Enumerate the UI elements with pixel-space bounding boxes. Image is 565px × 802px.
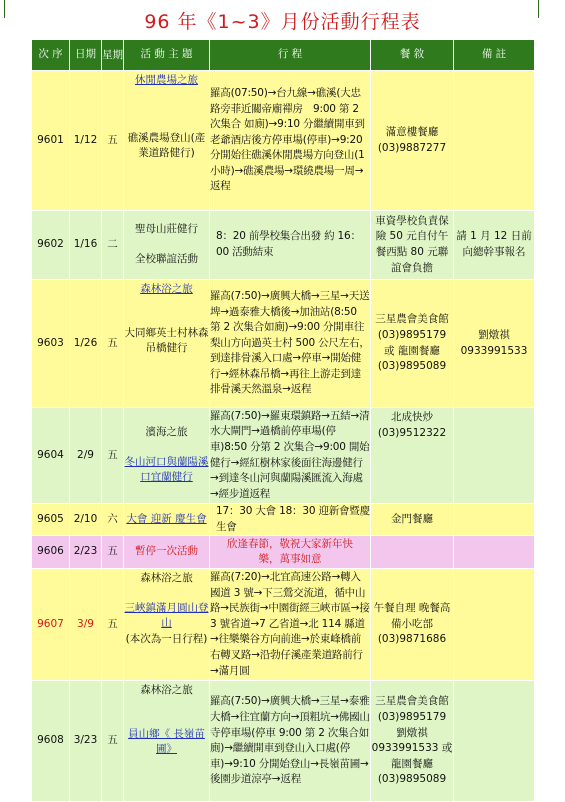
row-seq: 9605 bbox=[32, 504, 70, 536]
row-itinerary: 欣逢春節，敬祝大家新年快樂，萬事如意 bbox=[210, 536, 371, 569]
row-date: 2/10 bbox=[70, 504, 102, 536]
header-row bbox=[32, 40, 535, 71]
row-note bbox=[454, 536, 535, 569]
theme-link[interactable]: 休閒農場之旅 bbox=[135, 74, 198, 86]
row-theme bbox=[124, 408, 210, 504]
row-seq: 9608 bbox=[32, 681, 70, 802]
row-meal: 三星農會美食館 (03)9895179 劉燉祺 0933991533 或 龍園餐廳 (03)9895089 bbox=[371, 681, 454, 802]
header-meal: 餐 敘 bbox=[371, 40, 454, 71]
table-row bbox=[32, 536, 535, 569]
row-date: 1/26 bbox=[70, 280, 102, 408]
row-theme: 暫停一次活動 bbox=[124, 536, 210, 569]
header-note: 備 註 bbox=[454, 40, 535, 71]
row-date: 2/9 bbox=[70, 408, 102, 504]
row-itinerary: 羅高(07:50)→台九線→礁溪(大忠路旁菲近關帝廟禪房 9:00 第 2 次集合 如廁)→9:10 分繼續開車到老爺酒店後方停車場(停車)→9:20 分開始往礁溪休閒農場方向登山(1 小時)→礁溪農場→環繞農場一周→返程 bbox=[210, 71, 371, 211]
row-date: 1/12 bbox=[70, 71, 102, 211]
theme-title: 礁溪農場登山(產業道路健行) bbox=[127, 131, 206, 160]
row-meal: 午餐自理 晚餐高備小吃部 (03)9871686 bbox=[371, 569, 454, 681]
row-itinerary: 17：30 大會 18：30 迎新會暨慶生會 bbox=[210, 504, 371, 536]
row-date: 3/9 bbox=[70, 569, 102, 681]
theme-subtitle: 森林浴之旅 bbox=[140, 684, 193, 697]
theme-title: 全校聯誼活動 bbox=[135, 253, 198, 265]
row-theme bbox=[124, 71, 210, 211]
row-itinerary: 羅高(7:20)→北宜高速公路→轉入國道 3 號→下三鶯交流道，循中山路→民族街→中園街經三峽市區→接 3 號省道→7 乙省道→北 114 縣道→往樂樂谷方向前進→於東峰橋前右轉叉路→沿勃仔溪產業道路前行→滿月圓 bbox=[210, 569, 371, 681]
table-row bbox=[32, 569, 535, 681]
table-row bbox=[32, 408, 535, 504]
row-weekday: 五 bbox=[102, 280, 124, 408]
theme-note: (本次為一日行程) bbox=[125, 632, 208, 645]
row-weekday: 五 bbox=[102, 408, 124, 504]
row-note bbox=[454, 681, 535, 802]
theme-link[interactable]: 三峽鎮滿月圓山登山 bbox=[124, 601, 209, 630]
row-meal: 金門餐廳 bbox=[371, 504, 454, 536]
theme-link[interactable]: 大會 迎新 慶生會 bbox=[126, 512, 207, 525]
theme-link[interactable]: 森林浴之旅 bbox=[140, 283, 193, 295]
row-weekday: 五 bbox=[102, 536, 124, 569]
theme-title: 大同鄉英士村林森吊橋健行 bbox=[124, 326, 209, 355]
row-date: 2/23 bbox=[70, 536, 102, 569]
row-date: 3/23 bbox=[70, 681, 102, 802]
row-note bbox=[454, 504, 535, 536]
row-date: 1/16 bbox=[70, 211, 102, 280]
row-seq: 9602 bbox=[32, 211, 70, 280]
row-weekday: 六 bbox=[102, 504, 124, 536]
row-note: 劉燉祺 0933991533 bbox=[454, 280, 535, 408]
row-theme bbox=[124, 569, 210, 681]
theme-subtitle: 聖母山莊健行 bbox=[135, 223, 198, 236]
table-row bbox=[32, 71, 535, 211]
header-weekday: 星期 bbox=[102, 40, 124, 71]
row-theme bbox=[124, 280, 210, 408]
row-weekday: 五 bbox=[102, 569, 124, 681]
header-seq: 次 序 bbox=[32, 40, 70, 71]
row-note: 請 1 月 12 日前向總幹事報名 bbox=[454, 211, 535, 280]
row-seq: 9601 bbox=[32, 71, 70, 211]
table-row bbox=[32, 211, 535, 280]
table-row bbox=[32, 504, 535, 536]
row-note bbox=[454, 71, 535, 211]
row-seq: 9603 bbox=[32, 280, 70, 408]
row-seq: 9606 bbox=[32, 536, 70, 569]
row-meal: 北成快炒 (03)9512322 bbox=[371, 408, 454, 504]
theme-link[interactable]: 冬山河口與蘭陽溪口宜蘭健行 bbox=[124, 455, 209, 484]
header-date: 日期 bbox=[70, 40, 102, 71]
theme-subtitle: 濱海之旅 bbox=[145, 426, 188, 439]
row-theme bbox=[124, 681, 210, 802]
row-weekday: 五 bbox=[102, 681, 124, 802]
table-row bbox=[32, 280, 535, 408]
row-theme bbox=[124, 211, 210, 280]
row-itinerary: 羅高(7:50)→羅東環鎮路→五結→清水大閘門→過橋前停車場(停車)8:50 分第 2 次集合→9:00 開始健行→經紅樹林家後面往海邊健行→到達冬山河與蘭陽溪匯流入海處→經步道返程 bbox=[210, 408, 371, 504]
header-itinerary: 行 程 bbox=[210, 40, 371, 71]
header-theme: 活 動 主 題 bbox=[124, 40, 210, 71]
row-theme bbox=[124, 504, 210, 536]
row-meal: 滿意樓餐廳 (03)9887277 bbox=[371, 71, 454, 211]
row-meal: 車資學校負責保險 50 元自付午餐西點 80 元聯誼會負擔 bbox=[371, 211, 454, 280]
row-itinerary: 羅高(7:50)→廣興大橋→三星→泰雅大橋→往宜蘭方向→頂粗坑→佛國山寺停車場(停車 9:00 第 2 次集合如廁)→繼續開車到登山入口處(停車)→9:10 分開始登山→長嶺苗圃→後園步道涼亭→返程 bbox=[210, 681, 371, 802]
theme-subtitle: 森林浴之旅 bbox=[140, 572, 193, 585]
row-seq: 9607 bbox=[32, 569, 70, 681]
row-meal bbox=[371, 536, 454, 569]
row-note bbox=[454, 569, 535, 681]
page-title: 96 年《1~3》月份活動行程表 bbox=[144, 11, 421, 33]
schedule-table bbox=[31, 39, 535, 802]
row-itinerary: 8：20 前學校集合出發 約 16：00 活動結束 bbox=[210, 211, 371, 280]
theme-link[interactable]: 員山鄉《 長嶺苗圃》 bbox=[128, 727, 205, 756]
row-weekday: 二 bbox=[102, 211, 124, 280]
row-weekday: 五 bbox=[102, 71, 124, 211]
row-itinerary: 羅高(7:50)→廣興大橋→三星→天送埤→過泰雅大橋後→加油站(8:50 第 2 次集合如廁)→9:00 分開車往梨山方向過英士村 500 公尺左右，到達排骨溪入口處→停車→開始健行→經林森吊橋→再往上游走到達排骨溪天然溫泉→返程 bbox=[210, 280, 371, 408]
row-meal: 三星農會美食館 (03)9895179 或 龍園餐廳 (03)9895089 bbox=[371, 280, 454, 408]
table-row bbox=[32, 681, 535, 802]
row-note bbox=[454, 408, 535, 504]
row-seq: 9604 bbox=[32, 408, 70, 504]
